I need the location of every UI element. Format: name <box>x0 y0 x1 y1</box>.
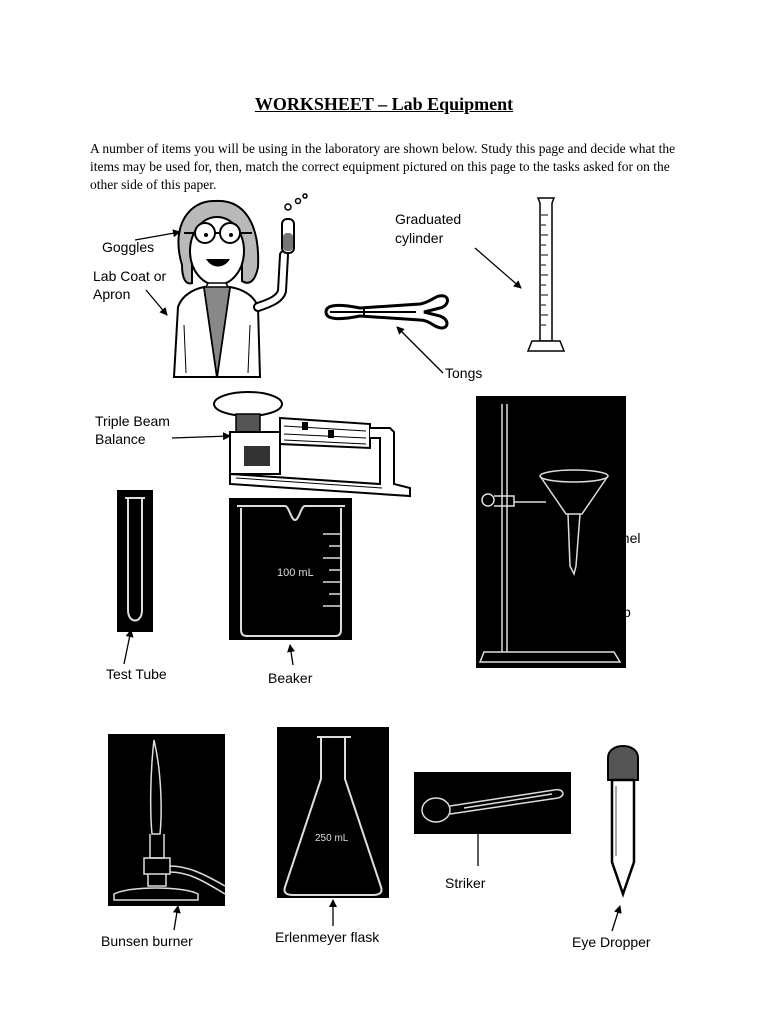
lab-coat-label-line1: Lab Coat or <box>93 268 167 284</box>
balance-label-line1: Triple Beam <box>95 413 170 429</box>
page-title: WORKSHEET – Lab Equipment <box>254 94 514 114</box>
goggles-arrow <box>135 232 180 240</box>
ring-stand-label-fragment: p <box>623 604 631 620</box>
eye-dropper-arrow <box>612 906 620 931</box>
flask-volume-marking: 250 mL <box>315 833 349 844</box>
beaker-volume-marking: 100 mL <box>277 567 314 579</box>
graduated-cylinder-label-line1: Graduated <box>395 211 462 227</box>
intro-paragraph: A number of items you will be using in the laboratory are shown below. Study this page and decide what the items may be used for, then, match the correct equipment pictured on this page to the tasks asked for on the other side of this paper. <box>90 141 676 192</box>
erlenmeyer-flask-label: Erlenmeyer flask <box>275 929 380 945</box>
lab-coat-label-line2: Apron <box>93 286 131 302</box>
eye-dropper-label: Eye Dropper <box>572 934 651 950</box>
lab-coat-arrow <box>146 290 167 315</box>
tongs-label: Tongs <box>445 365 483 381</box>
beaker-arrow <box>290 645 293 665</box>
tongs-arrow <box>397 327 443 373</box>
balance-arrow <box>172 436 230 438</box>
goggles-label: Goggles <box>102 239 155 255</box>
striker-label: Striker <box>445 875 486 891</box>
funnel-label-fragment: nnel <box>614 530 641 546</box>
test-tube-arrow <box>124 630 131 664</box>
balance-label-line2: Balance <box>95 431 146 447</box>
beaker-label: Beaker <box>268 670 313 686</box>
bunsen-burner-arrow <box>174 906 178 930</box>
graduated-cylinder-label-line2: cylinder <box>395 230 444 246</box>
test-tube-label: Test Tube <box>106 666 167 682</box>
graduated-cylinder-arrow <box>475 248 521 288</box>
bunsen-burner-label: Bunsen burner <box>101 933 193 949</box>
